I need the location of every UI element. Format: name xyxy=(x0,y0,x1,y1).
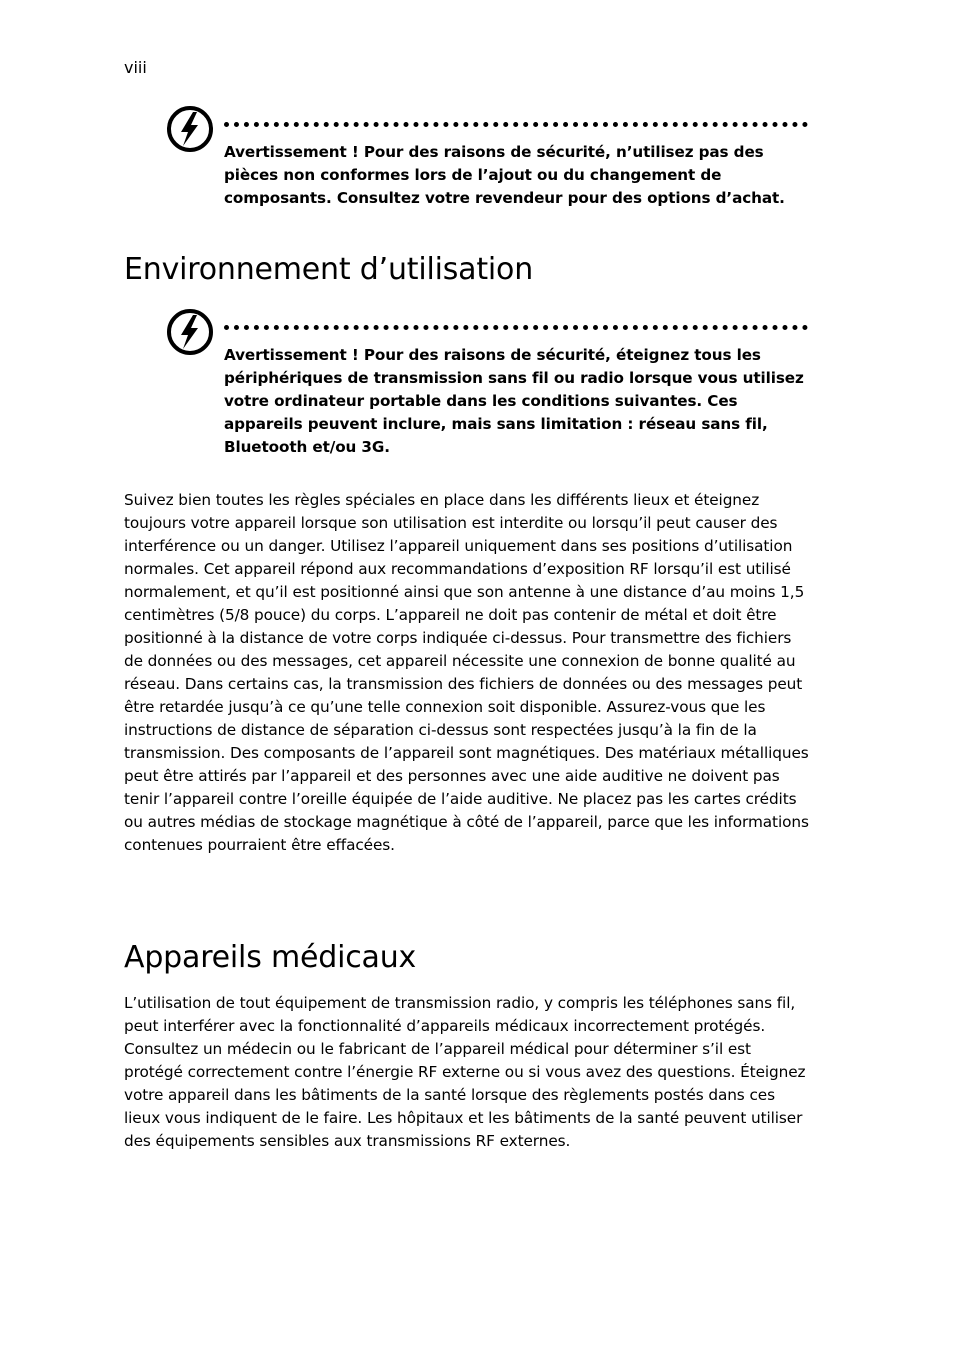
warning-lightning-icon xyxy=(166,308,214,356)
warning-text: Avertissement ! Pour des raisons de sécurité, n’utilisez pas des pièces non conformes lors de l’ajout ou du changement de composants. Consultez votre revendeur pour des options d’achat. xyxy=(224,143,785,207)
page-number: viii xyxy=(124,58,147,77)
section-title: Appareils médicaux xyxy=(124,940,417,975)
warning-lightning-icon xyxy=(166,105,214,153)
dotted-divider xyxy=(224,325,808,330)
section-title: Environnement d’utilisation xyxy=(124,252,534,287)
warning-text: Avertissement ! Pour des raisons de sécurité, éteignez tous les périphériques de transmission sans fil ou radio lorsque vous utilisez votre ordinateur portable dans les conditions suivantes. Ces appareils peuvent inclure, mais sans limitation : réseau sans fil, Bluetooth et/ou 3G. xyxy=(224,346,804,456)
dotted-divider xyxy=(224,122,808,127)
body-paragraph: Suivez bien toutes les règles spéciales en place dans les différents lieux et éteignez toujours votre appareil lorsque son utilisation est interdite ou lorsqu’il peut causer des interférence ou un danger. Utilisez l’appareil uniquement dans ses positions d’utilisation normales. Cet appareil répond aux recommandations d’exposition RF lorsqu’il est utilisé normalement, et qu’il est positionné ainsi que son antenne à une distance d’au moins 1,5 centimètres (5/8 pouce) du corps. L’appareil ne doit pas contenir de métal et doit être positionné à la distance de votre corps indiquée ci-dessus. Pour transmettre des fichiers de données ou des messages, cet appareil nécessite une connexion de bonne qualité au réseau. Dans certains cas, la transmission des fichiers de données ou des messages peut être retardée jusqu’à ce qu’une telle connexion soit disponible. Assurez-vous que les instructions de distance de séparation ci-dessus sont respectées jusqu’à la fin de la transmission. Des composants de l’appareil sont magnétiques. Des matériaux métalliques peut être attirés par l’appareil et des personnes avec une aide auditive ne doivent pas tenir l’appareil contre l’oreille équipée de l’aide auditive. Ne placez pas les cartes crédits ou autres médias de stockage magnétique à côté de l’appareil, parce que les informations contenues pourraient être effacées. xyxy=(124,491,809,854)
body-paragraph: L’utilisation de tout équipement de transmission radio, y compris les téléphones sans fil, peut interférer avec la fonctionnalité d’appareils médicaux incorrectement protégés. Consultez un médecin ou le fabricant de l’appareil médical pour déterminer s’il est protégé correctement contre l’énergie RF externe ou si vous avez des questions. Éteignez votre appareil dans les bâtiments de la santé lorsque des règlements postés dans ces lieux vous indiquent de le faire. Les hôpitaux et les bâtiments de la santé peuvent utiliser des équipements sensibles aux transmissions RF externes. xyxy=(124,994,806,1150)
